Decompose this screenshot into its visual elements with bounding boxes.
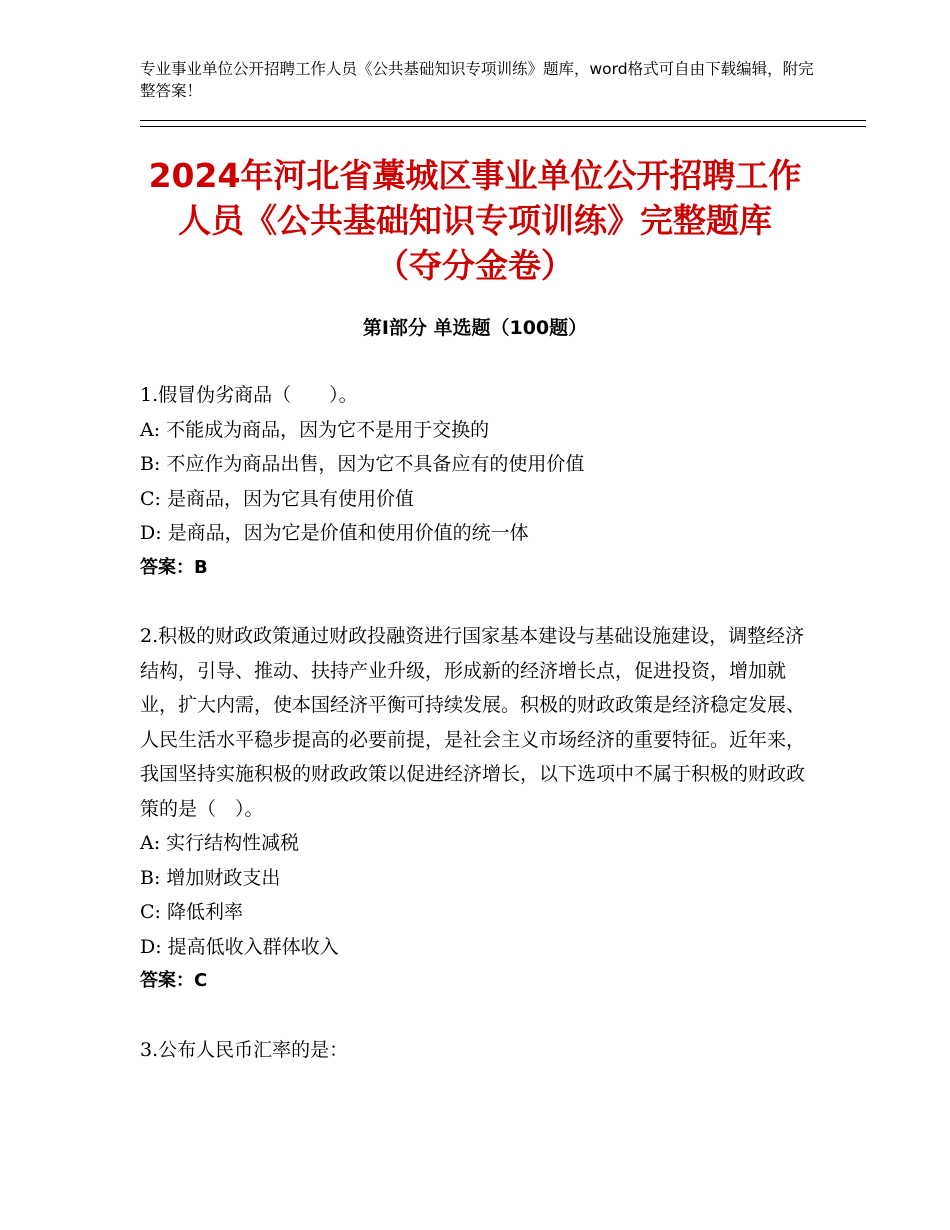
- answer: 答案：C: [140, 970, 208, 991]
- option-a: A: 实行结构性减税: [140, 832, 300, 854]
- option-c: C: 降低利率: [140, 901, 243, 923]
- option-b: B: 增加财政支出: [140, 866, 281, 889]
- title-line-1: 2024年河北省藁城区事业单位公开招聘工作: [148, 156, 802, 195]
- question-2: [140, 619, 812, 999]
- question-stem: 3.公布人民币汇率的是：: [140, 1038, 349, 1061]
- question-list: [140, 378, 812, 1101]
- option-d: D: 是商品，因为它是价值和使用价值的统一体: [140, 522, 529, 544]
- option-d: D: 提高低收入群体收入: [140, 935, 339, 958]
- question-1: [140, 378, 812, 585]
- option-b: B: 不应作为商品出售，因为它不具备应有的使用价值: [140, 453, 585, 475]
- option-a: A: 不能成为商品，因为它不是用于交换的: [140, 418, 490, 441]
- header-divider: [140, 120, 866, 127]
- section-title: 第Ⅰ部分 单选题（100题）: [362, 317, 588, 339]
- option-c: C: 是商品，因为它具有使用价值: [140, 487, 414, 510]
- question-3: [140, 1033, 812, 1068]
- title-line-2: 人员《公共基础知识专项训练》完整题库: [178, 201, 772, 240]
- answer: 答案：B: [140, 556, 208, 578]
- document-title: [100, 153, 850, 288]
- title-line-3: （夺分金卷）: [376, 246, 574, 285]
- header-note: 专业事业单位公开招聘工作人员《公共基础知识专项训练》题库，word格式可自由下载编辑，附完整答案！: [140, 60, 814, 100]
- question-stem: 2.积极的财政政策通过财政投融资进行国家基本建设与基础设施建设，调整经济结构，引导、推动、扶持产业升级，形成新的经济增长点，促进投资，增加就业，扩大内需，使本国经济平衡可持续发展。积极的财政政策是经济稳定发展、人民生活水平稳步提高的必要前提，是社会主义市场经济的重要特征。近年来，我国坚持实施积极的财政政策以促进经济增长，以下选项中不属于积极的财政政策的是（ ）。: [140, 625, 806, 820]
- question-stem: 1.假冒伪劣商品（ ）。: [140, 384, 358, 406]
